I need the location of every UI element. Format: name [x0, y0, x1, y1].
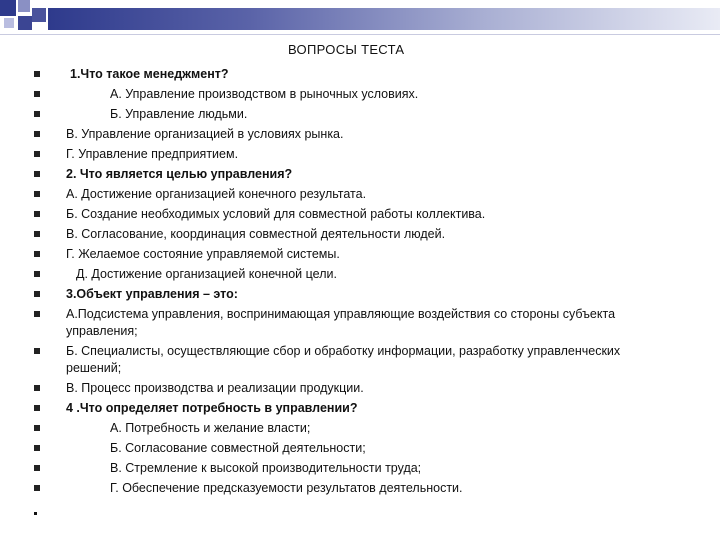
answer-item — [0, 478, 646, 498]
trailing-dot — [34, 512, 37, 515]
question-item — [0, 164, 646, 184]
answer-item — [0, 264, 646, 284]
answer-item — [0, 204, 646, 224]
square-bullet-icon — [34, 271, 40, 277]
square-bullet-icon — [34, 111, 40, 117]
answer-item — [0, 378, 646, 398]
header-divider — [0, 34, 720, 35]
square-bullet-icon — [34, 348, 40, 354]
square-bullet-icon — [34, 171, 40, 177]
square-bullet-icon — [34, 311, 40, 317]
item-text: Д. Достижение организацией конечной цели. — [76, 267, 337, 281]
slide-title: ВОПРОСЫ ТЕСТА — [288, 42, 405, 57]
header-gradient-band — [48, 8, 720, 30]
item-text: Б. Согласование совместной деятельности; — [110, 441, 366, 455]
item-text: В. Процесс производства и реализации продукции. — [66, 381, 364, 395]
item-text: В. Согласование, координация совместной деятельности людей. — [66, 227, 446, 241]
answer-item — [0, 418, 646, 438]
square-bullet-icon — [34, 251, 40, 257]
item-text: А. Потребность и желание власти; — [110, 421, 311, 435]
item-text: А. Достижение организацией конечного результата. — [66, 187, 367, 201]
item-text: 1.Что такое менеджмент? — [70, 67, 229, 81]
answer-item — [0, 304, 646, 341]
item-text: Б. Специалисты, осуществляющие сбор и обработку информации, разработку управленческих решений; — [66, 344, 621, 375]
item-text: Б. Создание необходимых условий для совместной работы коллектива. — [66, 207, 486, 221]
answer-item — [0, 438, 646, 458]
square-bullet-icon — [34, 151, 40, 157]
item-text: В. Стремление к высокой производительности труда; — [110, 461, 422, 475]
square-bullet-icon — [34, 405, 40, 411]
answer-item — [0, 224, 646, 244]
item-text: Г. Обеспечение предсказуемости результатов деятельности. — [110, 481, 463, 495]
square-bullet-icon — [34, 91, 40, 97]
square-bullet-icon — [34, 231, 40, 237]
question-list — [0, 64, 720, 498]
question-item — [0, 284, 646, 304]
square-bullet-icon — [34, 445, 40, 451]
decor-square-2 — [18, 0, 30, 12]
answer-item — [0, 341, 646, 378]
item-text: Г. Желаемое состояние управляемой системы. — [66, 247, 340, 261]
item-text: А. Управление производством в рыночных условиях. — [110, 87, 419, 101]
decor-square-5 — [18, 16, 32, 30]
decor-square-4 — [4, 18, 14, 28]
answer-item — [0, 144, 646, 164]
question-item — [0, 398, 646, 418]
decor-square-1 — [0, 0, 16, 16]
square-bullet-icon — [34, 385, 40, 391]
answer-item — [0, 84, 646, 104]
square-bullet-icon — [34, 211, 40, 217]
item-text: В. Управление организацией в условиях рынка. — [66, 127, 344, 141]
square-bullet-icon — [34, 131, 40, 137]
header-decoration — [0, 0, 720, 40]
item-text: Г. Управление предприятием. — [66, 147, 239, 161]
item-text: 3.Объект управления – это: — [66, 287, 238, 301]
square-bullet-icon — [34, 465, 40, 471]
answer-item — [0, 458, 646, 478]
item-text: Б. Управление людьми. — [110, 107, 248, 121]
answer-item — [0, 124, 646, 144]
square-bullet-icon — [34, 485, 40, 491]
answer-item — [0, 104, 646, 124]
decor-square-3 — [32, 8, 46, 22]
item-text: А.Подсистема управления, воспринимающая управляющие воздействия со стороны субъекта управления; — [66, 307, 616, 338]
square-bullet-icon — [34, 425, 40, 431]
question-item — [0, 64, 646, 84]
item-text: 4 .Что определяет потребность в управлении? — [66, 401, 358, 415]
answer-item — [0, 184, 646, 204]
item-text: 2. Что является целью управления? — [66, 167, 293, 181]
answer-item — [0, 244, 646, 264]
square-bullet-icon — [34, 71, 40, 77]
square-bullet-icon — [34, 191, 40, 197]
square-bullet-icon — [34, 291, 40, 297]
